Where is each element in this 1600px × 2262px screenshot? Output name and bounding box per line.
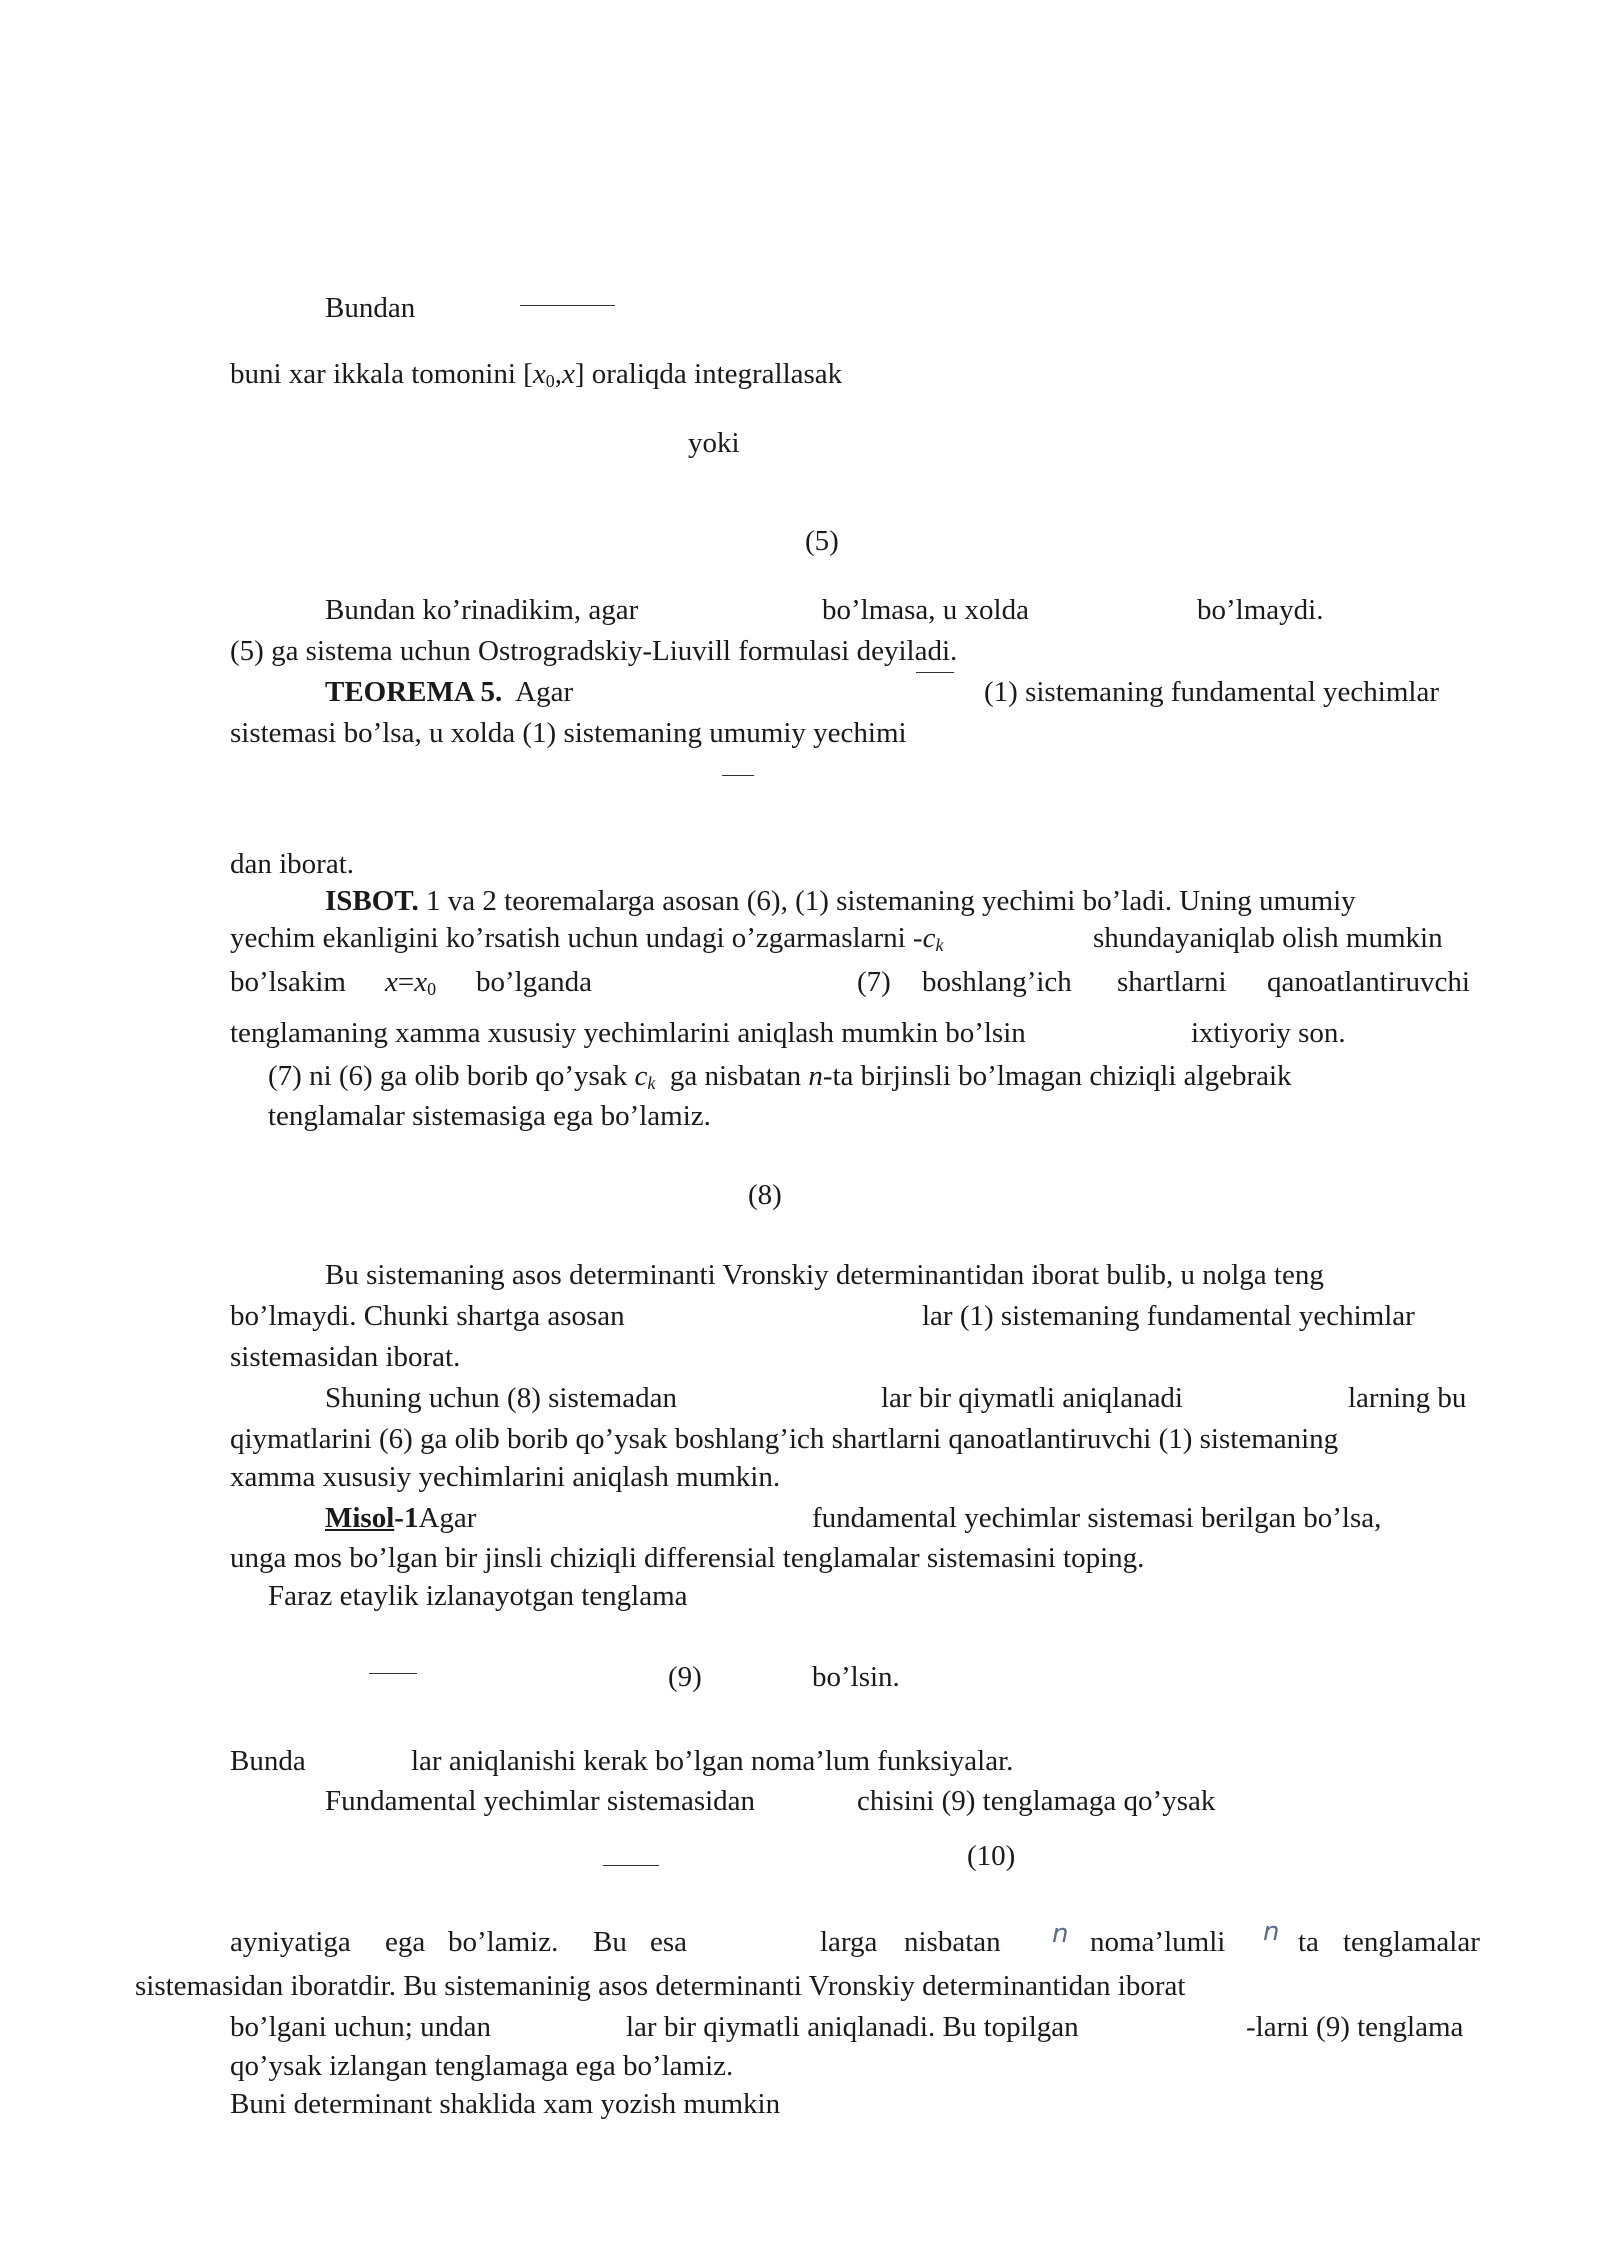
text-ta: ta — [1298, 1926, 1319, 1958]
text-sistemasidan-iboratdir: sistemasidan iboratdir. Bu sistemaninig asos determinanti Vronskiy determinantidan iborat — [135, 1970, 1186, 2002]
text-ega: ega — [385, 1926, 426, 1958]
text-bu-sistemaning: Bu sistemaning asos determinanti Vronskiy determinantidan iborat bulib, u nolga teng — [325, 1259, 1324, 1291]
math-n-glyph: n — [1052, 1919, 1069, 1949]
text-umumiy-yechimi: sistemasi bo’lsa, u xolda (1) sistemaning umumiy yechimi — [230, 717, 907, 749]
text-bundan: Bundan — [325, 292, 416, 324]
text-tenglamalar-sistemasiga: tenglamalar sistemasiga ega bo’lamiz. — [268, 1100, 711, 1132]
text-lar-aniqlanishi: lar aniqlanishi kerak bo’lgan noma’lum funksiyalar. — [411, 1745, 1014, 1777]
text-dan-iborat: dan iborat. — [230, 848, 355, 880]
text-lar-bir-qiymatli: lar bir qiymatli aniqlanadi — [881, 1382, 1183, 1414]
text-larga: larga — [820, 1926, 878, 1958]
text-nomalumli: noma’lumli — [1090, 1926, 1226, 1958]
text-unga-mos: unga mos bo’lgan bir jinsli chiziqli differensial tenglamalar sistemasini toping. — [230, 1542, 1145, 1574]
text-faraz-etaylik: Faraz etaylik izlanayotgan tenglama — [268, 1580, 688, 1612]
text-bu: Bu — [593, 1926, 627, 1958]
text-bundan-korinadikim: Bundan ko’rinadikim, agar — [325, 594, 639, 626]
text-lar-1-sistemaning: lar (1) sistemaning fundamental yechimlar — [922, 1300, 1415, 1332]
text-bolsin: bo’lsin. — [812, 1661, 900, 1693]
equation-number-8: (8) — [748, 1179, 782, 1211]
text-bolmaydi-chunki: bo’lmaydi. Chunki shartga asosan — [230, 1300, 625, 1332]
text-nisbatan: nisbatan — [904, 1926, 1001, 1958]
text-bolmasa: bo’lmasa, u xolda — [822, 594, 1029, 626]
text-shundayaniqlab: shundayaniqlab olish mumkin — [1093, 922, 1443, 954]
text-tenglamalar: tenglamalar — [1343, 1926, 1480, 1958]
text-bolamiz: bo’lamiz. — [448, 1926, 559, 1958]
overline — [916, 672, 954, 673]
text-qoysak-izlangan: qo’ysak izlangan tenglamaga ega bo’lamiz. — [230, 2050, 734, 2082]
text-xamma-xususiy: xamma xususiy yechimlarini aniqlash mumkin. — [230, 1461, 781, 1493]
text-bolsakim: bo’lsakim — [230, 966, 346, 998]
text-line-integrate: buni xar ikkala tomonini $[x_0,x]$ oraliqda integrallasak — [230, 358, 843, 391]
text-fundamental-berilgan: fundamental yechimlar sistemasi berilgan bo’lsa, — [812, 1502, 1382, 1534]
text-bolganda: bo’lganda — [476, 966, 592, 998]
text-ixtiyoriy-son: ixtiyoriy son. — [1191, 1017, 1346, 1049]
text-larni-9-tenglama: -larni (9) tenglama — [1246, 2011, 1464, 2043]
text-teorema-5: TEOREMA 5. Agar — [325, 676, 574, 708]
math-n-glyph: n — [1263, 1917, 1280, 1947]
text-boshlangich: boshlang’ich — [922, 966, 1072, 998]
overline — [369, 1673, 417, 1674]
text-esa: esa — [650, 1926, 688, 1958]
text-buni-determinant: Buni determinant shaklida xam yozish mumkin — [230, 2088, 781, 2120]
equation-number-9: (9) — [668, 1661, 702, 1693]
text-7-ni-6-ga: (7) ni (6) ga olib borib qo’ysak $c_k$ ga nisbatan n-ta birjinsli bo’lmagan chiziqli algebraik — [268, 1060, 1292, 1093]
math-x-eq-x0: $x=x_0$ — [385, 966, 437, 999]
text-bolgani-uchun: bo’lgani uchun; undan — [230, 2011, 491, 2043]
text-shuning-uchun: Shuning uchun (8) sistemadan — [325, 1382, 677, 1414]
text-fundamental-sistemasidan: Fundamental yechimlar sistemasidan — [325, 1785, 756, 1817]
text-isbot: ISBOT. 1 va 2 teoremalarga asosan (6), (1) sistemaning yechimi bo’ladi. Uning umumiy — [325, 885, 1356, 917]
text-lar-bir-qiymatli-aniqlanadi: lar bir qiymatli aniqlanadi. Bu topilgan — [626, 2011, 1079, 2043]
text-sistemasidan-iborat: sistemasidan iborat. — [230, 1341, 461, 1373]
equation-number-10: (10) — [967, 1840, 1016, 1872]
overline — [722, 775, 754, 776]
text-bunda: Bunda — [230, 1745, 306, 1777]
text-misol-1: Misol-1Agar — [325, 1502, 477, 1534]
text-yoki: yoki — [688, 427, 740, 459]
fraction-bar — [520, 305, 615, 306]
text-larning-bu: larning bu — [1348, 1382, 1467, 1414]
text-fundamental-yechimlar: (1) sistemaning fundamental yechimlar — [984, 676, 1439, 708]
text-ayniyatiga: ayniyatiga — [230, 1926, 351, 1958]
equation-number-5: (5) — [805, 525, 839, 557]
text-chisini: chisini (9) tenglamaga qo’ysak — [857, 1785, 1216, 1817]
text-ostrogradskiy: (5) ga sistema uchun Ostrogradskiy-Liuvill formulasi deyiladi. — [230, 635, 958, 667]
text-yechim-ekanligini: yechim ekanligini ko’rsatish uchun undagi o’zgarmaslarni $-c_k$ — [230, 922, 944, 955]
text-qiymatlarini: qiymatlarini (6) ga olib borib qo’ysak boshlang’ich shartlarni qanoatlantiruvchi (1) sistemaning — [230, 1423, 1339, 1455]
text-tenglamaning-xamma: tenglamaning xamma xususiy yechimlarini aniqlash mumkin bo’lsin — [230, 1017, 1026, 1049]
text-qanoatlantiruvchi: qanoatlantiruvchi — [1267, 966, 1470, 998]
text-shartlarni: shartlarni — [1117, 966, 1227, 998]
equation-ref-7: (7) — [857, 966, 891, 998]
text-bolmaydi: bo’lmaydi. — [1197, 594, 1324, 626]
overline — [603, 1865, 659, 1866]
